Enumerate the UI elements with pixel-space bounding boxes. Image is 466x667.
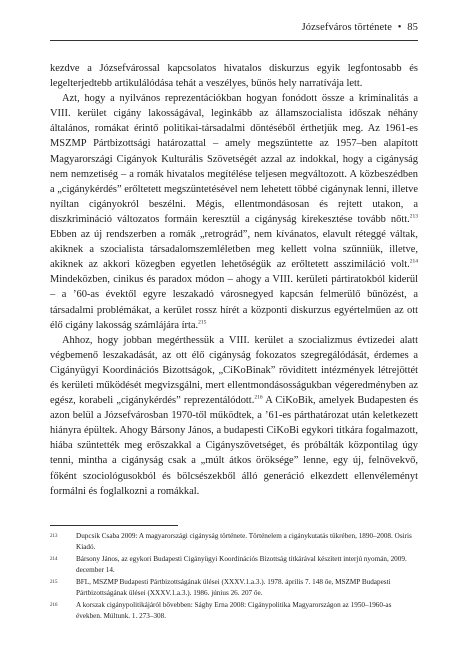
body-paragraph: [50, 91, 418, 333]
paragraph-text: Mindeközben, cinikus és paradox módon – ahogy a VIII. kerületi pártiratokból kiderül – a ’60-as évektől egyre leszakadó városnegyed kapcsán felmerülő bűnözést, a társadalmi problémákat, a kerület rossz hírét a központi diskurzus egyértelműen az ott élő cigány lakosság számlájára írta.: [50, 274, 418, 331]
paragraph-text: A CiKoBik, amelyek Budapesten és azon belül a Józsefvárosban 1970-től működtek, a ’61-es párthatározat után keletkezett hiányra épültek. Ahogy Bársony János, a budapesti CiKoBi egykori titkára fogalmazott, hiába szüntették meg erőszakkal a Cigányszövetséget, és próbálták központilag úgy tenni, mintha a cigányság csak a „múlt átkos öröksége” lenne, egy új, felnövekvő, főként szociológusokból és bölcsészekből álló generáció elkezdett ellenvéleményt formálni és foglalkozni a romákkal.: [50, 395, 419, 497]
footnote-text: Bársony János, az egykori Budapesti Cigányügyi Koordinációs Bizottság titkárával készített interjú nyomán, 2009. december 14.: [76, 555, 407, 574]
footnote-text: A korszak cigánypolitikájáról bővebben: Sághy Erna 2008: Cigánypolitika Magyarországon az 1950–1960-as években. Múltunk. 1. 273–308.: [76, 601, 392, 620]
footnote: [50, 554, 418, 576]
paragraph-text: Azt, hogy a nyilvános reprezentációkban hogyan fonódott össze a kriminalitás a VIII. kerület cigány lakosságával, leginkább az államszocialista időszak néhány általános, romákat érintő politikai-társadalmi döntéséből érthetjük meg. Az 1961-es MSZMP Pártbizottsági határozattal – amely megszüntette az 1957–ben alapított Magyarországi Cigányok Kulturális Szövetségét azzal az indokkal, hogy a cigányság nem nemzetiség – a romák hivatalos megítélése teljesen megváltozott. A közbeszédben a „cigánykérdés” erőltetett megszüntetésével nem lehetett többé cigánynak lenni, illetve nyíltan cigányokról beszélni. Mégis, ellentmondásosan és rejtett utakon, a diszkrimináció változatos formáin keresztül a cigányság kirekesztése tovább nőtt.: [50, 93, 418, 225]
footnote-reference: 213: [409, 213, 418, 220]
footnote-number: 215: [50, 580, 58, 585]
page-number: 85: [407, 22, 418, 33]
footnote-text: Dupcsik Csaba 2009: A magyarországi cigányság története. Történelem a cigánykutatás tükrében, 1890–2008. Osiris Kiadó.: [76, 532, 412, 551]
footnote-reference: 214: [409, 258, 418, 265]
header-separator: •: [397, 22, 402, 33]
body-paragraph: [50, 333, 418, 499]
footnote-reference: 215: [198, 319, 207, 326]
running-header: [302, 22, 418, 33]
footnote: [50, 531, 418, 553]
paragraph-text: Ahhoz, hogy jobban megérthessük a VIII. kerület a szocializmus évtizedei alatt végbemenő leszakadását, az ott élő cigányság fokozatos szegregálódását, érdemes a Cigányügyi Koordinációs Bizottságok, „CiKoBinak” rövidített intézmények létrejöttét és kerületi működését megvizsgálni, mert ellentmondásosságukban végeredményben az egész, korabeli „cigánykérdés” reprezentálódott.: [50, 334, 418, 407]
footnote-number: 214: [50, 557, 58, 562]
running-title: Józsefváros története: [301, 22, 393, 33]
footnote-text: BFL, MSZMP Budapesti Pártbizottságának ülései (XXXV.1.a.3.). 1978. április 7. 148 őe, MSZMP Budapesti Pártbizottságának ülései (XXXV.1.a.3.). 1986. június 26. 207 őe.: [76, 578, 391, 597]
footnote: [50, 577, 418, 599]
footnotes: [50, 531, 418, 623]
footnote-rule: [50, 525, 178, 526]
header-rule: [50, 40, 418, 41]
footnote-reference: 216: [254, 394, 263, 401]
body-paragraph: [50, 61, 418, 91]
body-text: [50, 61, 418, 499]
paragraph-text: Ebben az új rendszerben a romák „retrográd”, nem kívánatos, elavult réteggé váltak, akiknek a szocialista társadalomszemléletben meg kellett volna szűnniük, illetve, akiknek az akkori közegben egyetlen lehetőségük az erőltetett asszimiláció volt.: [50, 229, 418, 271]
footnote: [50, 600, 418, 622]
footnote-number: 213: [50, 534, 58, 539]
footnote-number: 216: [50, 603, 58, 608]
paragraph-text: kezdve a Józsefvárossal kapcsolatos hivatalos diskurzus egyik legfontosabb és legelterjedtebb artikulálódása tehát a veszélyes, bűnös hely narratívája lett.: [50, 63, 418, 90]
